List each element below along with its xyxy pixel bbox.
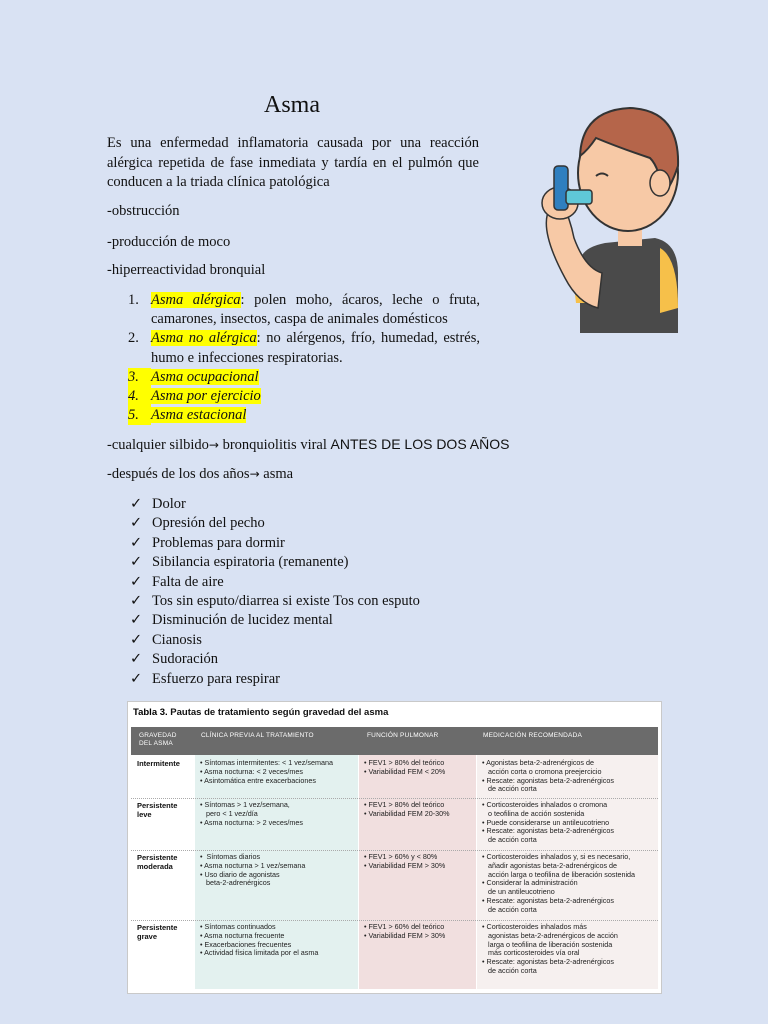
symptom-text: Falta de aire xyxy=(152,573,224,590)
after-two-years-line xyxy=(107,466,293,483)
function-column-bg xyxy=(359,755,476,989)
checkmark-icon: ✓ xyxy=(130,631,143,648)
symptom-item xyxy=(130,670,420,689)
table-cell-severity: Intermitente xyxy=(137,759,180,768)
table-cell-clinic: • Síntomas > 1 vez/semana, pero < 1 vez/día • Asma nocturna: > 2 veces/mes xyxy=(200,800,303,827)
symptom-text: Cianosis xyxy=(152,631,202,648)
list-item xyxy=(128,387,480,406)
symptom-item xyxy=(130,611,420,630)
list-number: 1. xyxy=(128,292,139,308)
type-name: Asma ocupacional xyxy=(151,368,259,385)
symptom-text: Disminución de lucidez mental xyxy=(152,612,333,629)
header-function: FUNCIÓN PULMONAR xyxy=(367,732,439,739)
list-number: 2. xyxy=(128,330,139,347)
list-item xyxy=(128,329,480,367)
table-header xyxy=(131,727,658,755)
symptom-item xyxy=(130,495,420,514)
symptom-item xyxy=(130,592,420,611)
checkmark-icon: ✓ xyxy=(130,496,143,512)
list-item xyxy=(128,291,480,329)
symptom-text: Tos sin esputo/diarrea si existe Tos con esputo xyxy=(152,593,420,610)
symptom-text: Esfuerzo para respirar xyxy=(152,670,281,687)
type-name: Asma estacional xyxy=(151,407,247,424)
symptom-item xyxy=(130,650,420,669)
table-cell-function: • FEV1 > 60% y < 80% • Variabilidad FEM > 30% xyxy=(364,852,446,870)
symptom-text: Opresión del pecho xyxy=(152,515,265,532)
checkmark-icon: ✓ xyxy=(130,612,143,629)
symptom-text: Problemas para dormir xyxy=(152,534,285,551)
row-divider xyxy=(131,798,658,799)
arrow-right-icon: → xyxy=(249,467,260,481)
table-label: Tabla 3. xyxy=(133,707,168,718)
type-name: Asma por ejercicio xyxy=(151,388,261,405)
symptom-item xyxy=(130,573,420,592)
checkmark-icon: ✓ xyxy=(130,651,143,668)
header-medication: MEDICACIÓN RECOMENDADA xyxy=(483,732,583,739)
intro-paragraph: Es una enfermedad inflamatoria causada por una reacción alérgica repetida de fase inmediata y tardía en el pulmón que conducen a la triada clínica patológica xyxy=(107,135,479,190)
list-number: 4. xyxy=(128,387,151,406)
after-text: -después de los dos años xyxy=(107,466,250,482)
table-cell-clinic: • Síntomas continuados • Asma nocturna frecuente • Exacerbaciones frecuentes • Actividad física limitada por el asma xyxy=(200,922,319,958)
table-cell-severity: Persistente leve xyxy=(137,801,178,819)
table-caption-text: Pautas de tratamiento según gravedad del asma xyxy=(167,707,389,718)
checkmark-icon: ✓ xyxy=(130,554,143,571)
triad-item: -hiperreactividad bronquial xyxy=(107,262,266,278)
checkmark-icon: ✓ xyxy=(130,593,143,610)
checkmark-icon: ✓ xyxy=(130,670,143,687)
row-divider xyxy=(131,920,658,921)
symptom-text: Sibilancia espiratoria (remanente) xyxy=(152,554,349,571)
header-clinic: CLÍNICA PREVIA AL TRATAMIENTO xyxy=(201,732,314,739)
table-cell-severity: Persistente grave xyxy=(137,923,178,941)
person-using-inhaler-icon xyxy=(510,98,690,338)
table-cell-medication: • Corticosteroides inhalados o cromona o teofilina de acción sostenida • Puede considerarse un antileucotrieno • Rescate: agonistas beta-2-adrenérgicos de acción corta xyxy=(482,800,614,845)
table-cell-medication: • Corticosteroides inhalados y, si es necesario, añadir agonistas beta-2-adrenérgicos de acción larga o teofilina de liberación sostenida • Considerar la administración de un antileucotrieno • Rescate: agonistas beta-2-adrenérgicos de acción corta xyxy=(482,852,636,914)
table-cell-medication: • Agonistas beta-2-adrenérgicos de acción corta o cromona preejercicio • Rescate: agonistas beta-2-adrenérgicos de acción corta xyxy=(482,758,614,794)
type-name: Asma alérgica xyxy=(151,292,241,308)
table-cell-severity: Persistente moderada xyxy=(137,853,178,871)
symptom-item xyxy=(130,631,420,650)
wheeze-text: -cualquier silbido xyxy=(107,437,209,453)
symptom-text: Dolor xyxy=(152,496,186,512)
type-description: : polen moho, ácaros, leche o fruta, camarones, insectos, caspa de animales domésticos xyxy=(151,292,480,328)
table-cell-function: • FEV1 > 80% del teórico • Variabilidad FEM < 20% xyxy=(364,758,446,776)
table-caption xyxy=(133,707,388,718)
page-title: Asma xyxy=(264,92,320,118)
symptom-list xyxy=(130,495,420,689)
triad-item: -producción de moco xyxy=(107,234,231,250)
asthma-types-list xyxy=(128,291,480,425)
list-number: 3. xyxy=(128,368,151,387)
type-name: Asma no alérgica xyxy=(151,330,257,347)
row-divider xyxy=(131,850,658,851)
header-severity: GRAVEDAD DEL ASMA xyxy=(139,732,177,747)
arrow-right-icon: → xyxy=(208,438,219,452)
list-item xyxy=(128,406,480,425)
list-number: 5. xyxy=(128,406,151,425)
checkmark-icon: ✓ xyxy=(130,534,143,551)
table-cell-function: • FEV1 > 80% del teórico • Variabilidad FEM 20-30% xyxy=(364,800,450,818)
wheeze-age-note: ANTES DE LOS DOS AÑOS xyxy=(330,436,510,452)
table-cell-medication: • Corticosteroides inhalados más agonistas beta-2-adrenérgicos de acción larga o teofilina de liberación sostenida más corticosteroides vía oral • Rescate: agonistas beta-2-adrenérgicos de acción corta xyxy=(482,922,618,975)
symptom-item xyxy=(130,553,420,572)
symptom-item xyxy=(130,534,420,553)
checkmark-icon: ✓ xyxy=(130,515,143,532)
checkmark-icon: ✓ xyxy=(130,573,143,590)
wheeze-result: bronquiolitis viral xyxy=(218,437,331,453)
type-description: : no alérgenos, frío, humedad, estrés, humo e infecciones respiratorias. xyxy=(151,330,480,366)
table-cell-function: • FEV1 > 60% del teórico • Variabilidad FEM > 30% xyxy=(364,922,446,940)
symptom-text: Sudoración xyxy=(152,651,219,668)
table-cell-clinic: • Síntomas diarios • Asma nocturna > 1 vez/semana • Uso diario de agonistas beta-2-adrenérgicos xyxy=(200,852,306,888)
after-result: asma xyxy=(259,466,294,482)
table-cell-clinic: • Síntomas intermitentes: < 1 vez/semana • Asma nocturna: < 2 veces/mes • Asintomática entre exacerbaciones xyxy=(200,758,333,785)
wheeze-line xyxy=(107,436,509,454)
treatment-table xyxy=(127,701,662,994)
symptom-item xyxy=(130,514,420,533)
triad-item: -obstrucción xyxy=(107,203,180,219)
list-item xyxy=(128,368,480,387)
